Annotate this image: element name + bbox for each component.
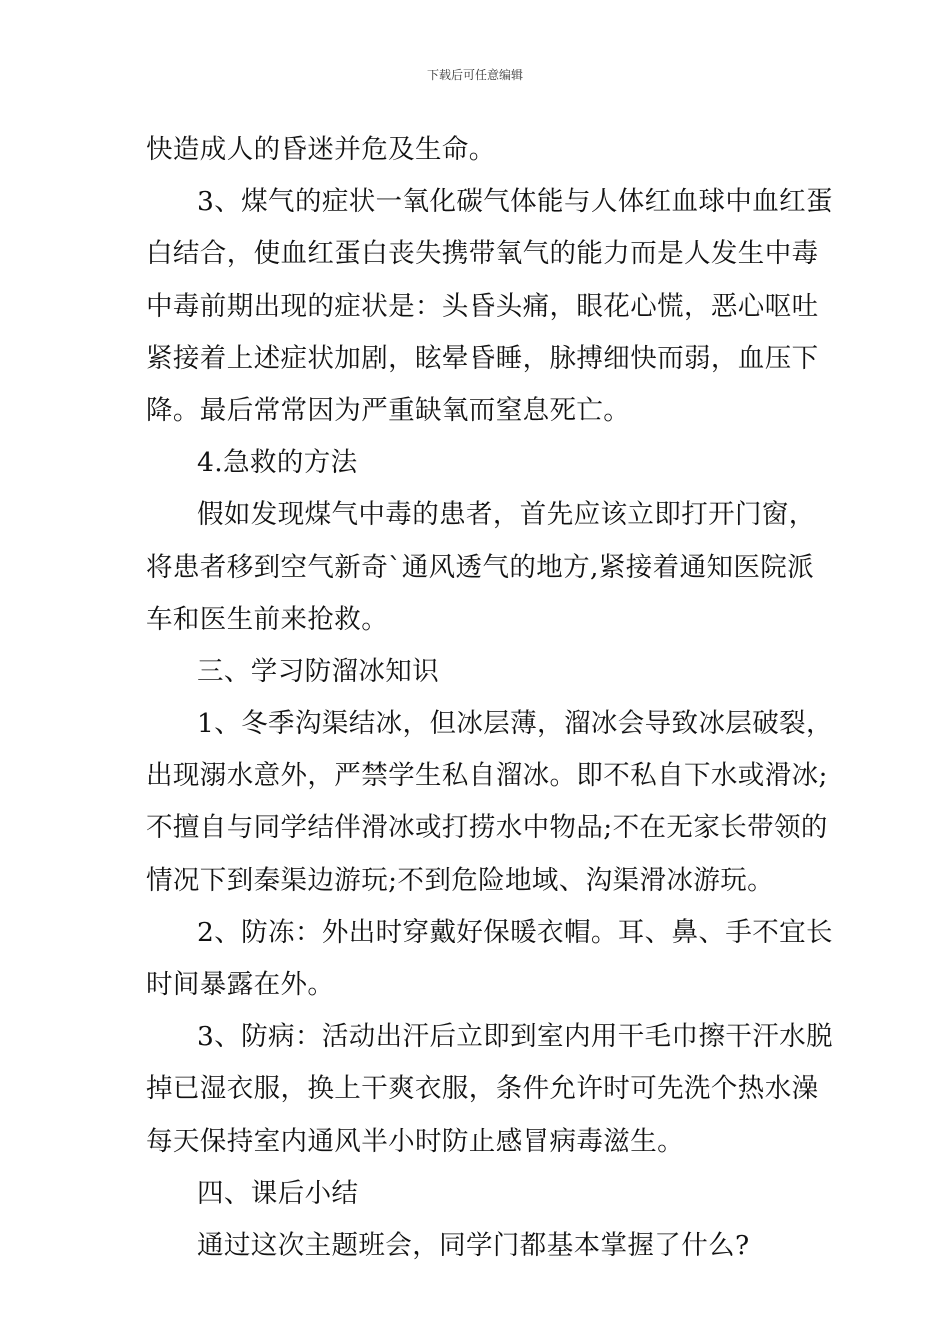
body-line: 3、防病：活动出汗后立即到室内用干毛巾擦干汗水脱 bbox=[197, 1021, 833, 1053]
body-line: 假如发现煤气中毒的患者，首先应该立即打开门窗， bbox=[197, 499, 816, 531]
body-line: 快造成人的昏迷并危及生命。 bbox=[146, 134, 496, 165]
section-heading: 四、课后小结 bbox=[197, 1177, 359, 1209]
body-line: 不擅自与同学结伴滑冰或打捞水中物品;不在无家长带领的 bbox=[146, 812, 828, 844]
body-line: 降。最后常常因为严重缺氧而窒息死亡。 bbox=[146, 394, 631, 426]
body-line: 通过这次主题班会，同学门都基本掌握了什么? bbox=[197, 1229, 750, 1261]
body-line: 时间暴露在外。 bbox=[146, 969, 335, 1000]
body-line: 掉已湿衣服，换上干爽衣服，条件允许时可先洗个热水澡 bbox=[146, 1073, 819, 1105]
body-line: 情况下到秦渠边游玩;不到危险地域、沟渠滑冰游玩。 bbox=[146, 864, 775, 896]
body-line: 每天保持室内通风半小时防止感冒病毒滋生。 bbox=[146, 1125, 684, 1157]
document-body bbox=[146, 124, 833, 1272]
body-line: 3、煤气的症状一氧化碳气体能与人体红血球中血红蛋 bbox=[197, 186, 833, 218]
page-header: 下载后可任意编辑 bbox=[426, 68, 523, 82]
body-line: 紧接着上述症状加剧，眩晕昏睡，脉搏细快而弱，血压下 bbox=[146, 342, 819, 374]
body-line: 将患者移到空气新奇`通风透气的地方,紧接着通知医院派 bbox=[146, 551, 815, 583]
body-line: 2、防冻：外出时穿戴好保暖衣帽。耳、鼻、手不宜长 bbox=[197, 916, 833, 948]
body-line: 中毒前期出现的症状是：头昏头痛，眼花心慌，恶心呕吐 bbox=[146, 290, 819, 322]
body-line: 车和医生前来抢救。 bbox=[146, 603, 389, 635]
section-heading: 4.急救的方法 bbox=[197, 447, 358, 479]
body-line: 出现溺水意外，严禁学生私自溜冰。即不私自下水或滑冰; bbox=[146, 760, 828, 792]
body-line: 白结合，使血红蛋白丧失携带氧气的能力而是人发生中毒 bbox=[146, 238, 819, 270]
section-heading: 三、学习防溜冰知识 bbox=[197, 655, 440, 687]
body-line: 1、冬季沟渠结冰，但冰层薄，溜冰会导致冰层破裂， bbox=[197, 708, 833, 740]
